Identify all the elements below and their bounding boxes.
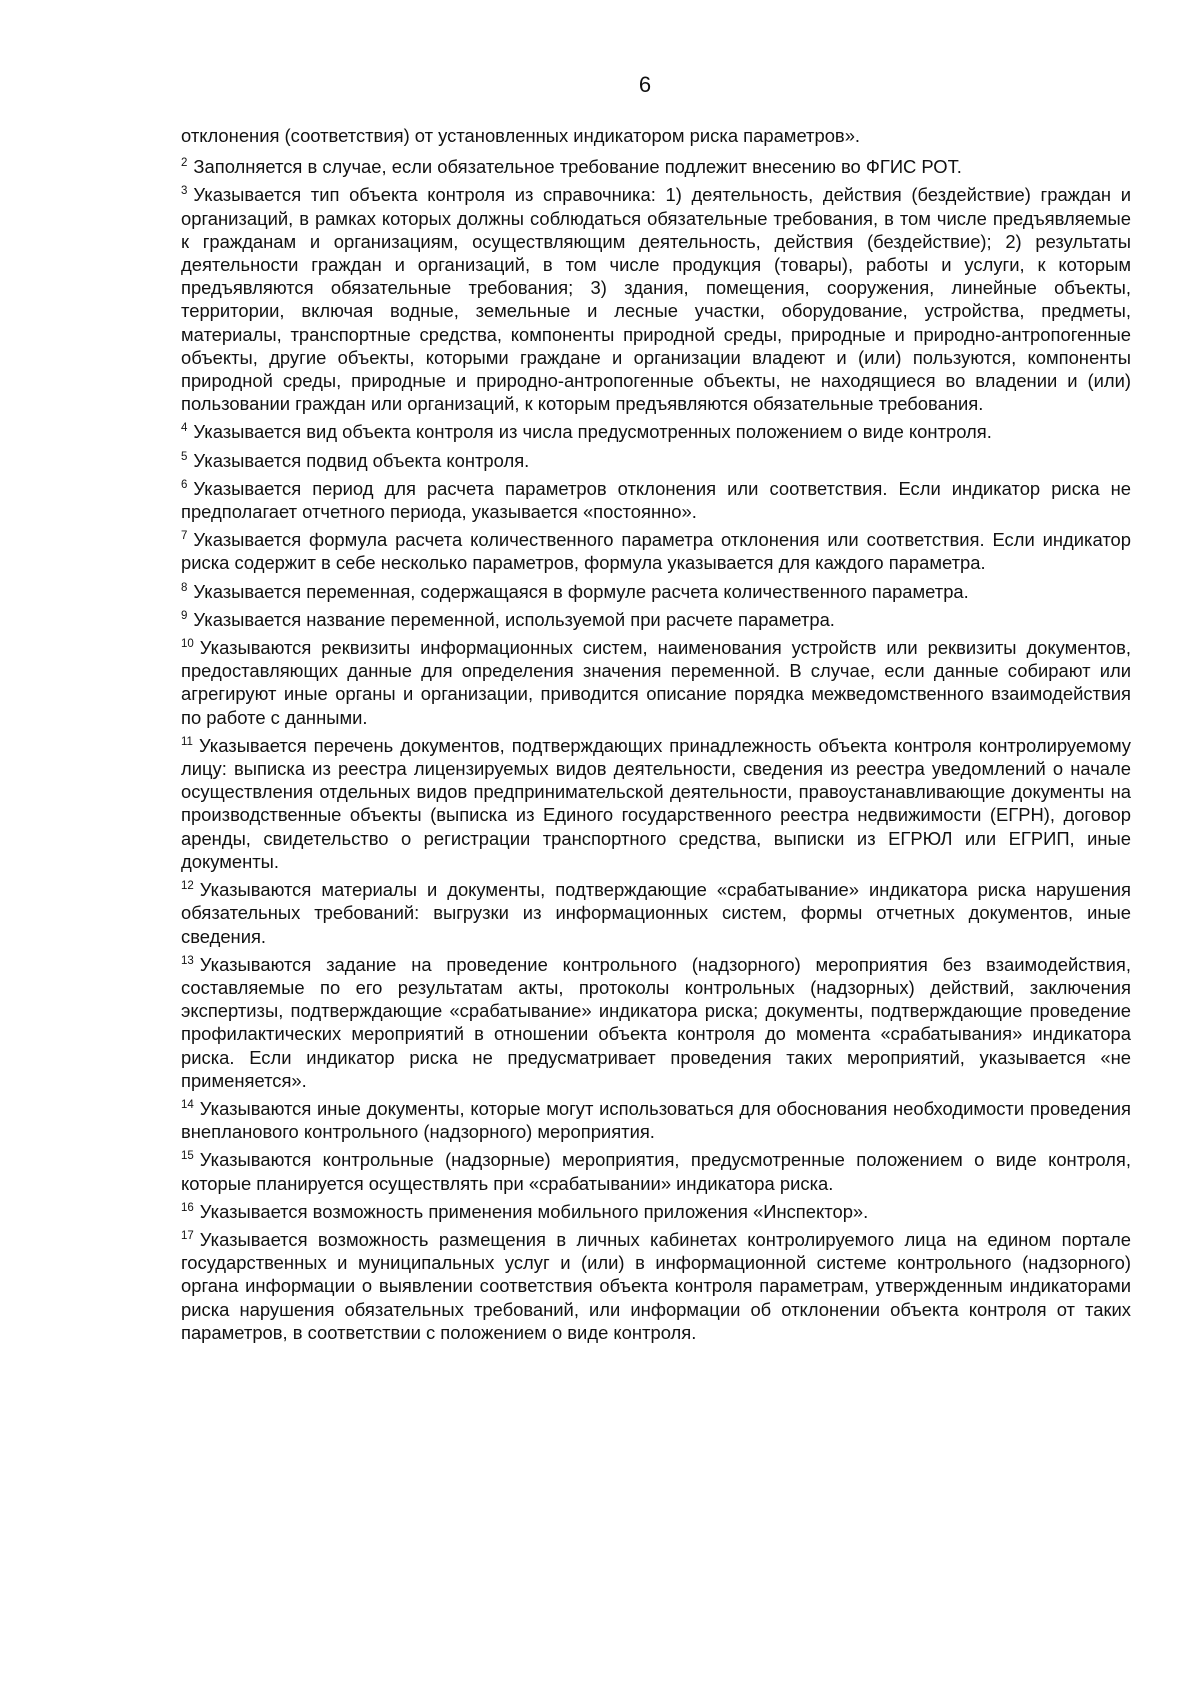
footnote-number: 9 [181,609,188,622]
footnote-number: 5 [181,450,188,463]
footnote-number: 17 [181,1229,194,1242]
footnote-item [181,1200,1131,1223]
footnote-text: Указывается подвид объекта контроля. [193,449,530,471]
footnote-number: 2 [181,157,188,170]
footnote-number: 12 [181,879,194,892]
footnote-item [181,528,1131,574]
footnote-item [181,449,1131,472]
footnote-item [181,608,1131,631]
footnote-number: 3 [181,185,188,198]
continuation-text: отклонения (соответствия) от установленных индикатором риска параметров». [181,125,861,146]
footnote-number: 15 [181,1150,194,1163]
footnote-text: Указывается период для расчета параметров отклонения или соответствия. Если индикатор риска не предполагает отчетного периода, указывается «постоянно». [181,477,1131,523]
footnote-text: Указывается тип объекта контроля из справочника: 1) деятельность, действия (бездействие) граждан и организаций, в рамках которых должны соблюдаться обязательные требования, в том числе предъявляемые к гражданам и организациям, осуществляющим деятельность, действия (бездействие); 2) результаты деятельности граждан и организаций, в том числе продукция (товары), работы и услуги, к которым предъявляются обязательные требования; 3) здания, помещения, сооружения, линейные объекты, территории, включая водные, земельные и лесные участки, оборудование, устройства, предметы, материалы, транспортные средства, компоненты природной среды, природные и природно-антропогенные объекты, другие объекты, которыми граждане и организации владеют и (или) пользуются, компоненты природной среды, природные и природно-антропогенные объекты, не находящиеся во владении и (или) пользовании граждан или организаций, к которым предъявляются обязательные требования. [181,184,1131,415]
footnote-item [181,580,1131,603]
footnote-number: 16 [181,1201,194,1214]
footnote-number: 14 [181,1098,194,1111]
footnote-text: Указывается переменная, содержащаяся в формуле расчета количественного параметра. [193,580,969,602]
footnote-item [181,1228,1131,1344]
footnote-text: Указываются контрольные (надзорные) мероприятия, предусмотренные положением о виде контроля, которые планируется осуществлять при «срабатывании» индикатора риска. [181,1149,1131,1194]
footnote-text: Заполняется в случае, если обязательное требование подлежит внесению во ФГИС РОТ. [193,156,962,178]
footnote-number: 6 [181,478,188,491]
footnote-list [181,155,1131,1344]
footnote-number: 7 [181,530,188,543]
footnote-number: 10 [181,637,194,650]
footnote-item [181,183,1131,415]
footnote-item [181,477,1131,523]
footnotes-section [181,124,1131,1349]
footnote-number: 13 [181,954,194,967]
footnote-item [181,734,1131,873]
footnote-text: Указывается возможность размещения в личных кабинетах контролируемого лица на едином портале государственных и муниципальных услуг и (или) в информационной системе контрольного (надзорного) органа информации о выявлении соответствия объекта контроля параметрам, утвержденным индикаторами риска нарушения обязательных требований, или информации об отклонении объекта контроля от таких параметров, в соответствии с положением о виде контроля. [181,1228,1131,1343]
footnote-text: Указывается перечень документов, подтверждающих принадлежность объекта контроля контролируемому лицу: выписка из реестра лицензируемых видов деятельности, сведения из реестра уведомлений о начале осуществления отдельных видов предпринимательской деятельности, правоустанавливающие документы на производственные объекты (выписка из Единого государственного реестра недвижимости (ЕГРН), договор аренды, свидетельство о регистрации транспортного средства, выписки из ЕГРЮЛ или ЕГРИП, иные документы. [181,734,1131,872]
footnote-text: Указывается возможность применения мобильного приложения «Инспектор». [199,1200,869,1222]
footnote-item [181,953,1131,1092]
footnote-text: Указываются задание на проведение контрольного (надзорного) мероприятия без взаимодействия, составляемые по его результатам акты, протоколы контрольных (надзорных) действий, заключения экспертизы, подтверждающие «срабатывание» индикатора риска; документы, подтверждающие проведение профилактических мероприятий в отношении объекта контроля до момента «срабатывания» индикатора риска. Если индикатор риска не предусматривает проведения таких мероприятий, указывается «не применяется». [181,953,1131,1091]
footnote-item [181,636,1131,729]
footnote-text: Указывается формула расчета количественного параметра отклонения или соответствия. Если индикатор риска содержит в себе несколько параметров, формула указывается для каждого параметра. [181,529,1131,574]
footnote-item [181,155,1131,178]
footnote-number: 8 [181,581,188,594]
footnote-text: Указываются реквизиты информационных систем, наименования устройств или реквизиты документов, предоставляющих данные для определения значения переменной. В случае, если данные собирают или агрегируют иные органы и организации, приводится описание порядка межведомственного взаимодействия по работе с данными. [181,637,1131,728]
page-number: 6 [638,72,652,97]
footnote-text: Указывается название переменной, используемой при расчете параметра. [193,608,835,630]
footnote-item [181,1148,1131,1194]
footnote-text: Указываются материалы и документы, подтверждающие «срабатывание» индикатора риска нарушения обязательных требований: выгрузки из информационных систем, формы отчетных документов, иные сведения. [181,879,1131,947]
footnote-item [181,878,1131,948]
footnote-item [181,420,1131,443]
footnote-item [181,1097,1131,1143]
footnote-text: Указывается вид объекта контроля из числа предусмотренных положением о виде контроля. [193,421,992,443]
footnote-text: Указываются иные документы, которые могут использоваться для обоснования необходимости проведения внепланового контрольного (надзорного) мероприятия. [181,1097,1131,1143]
footnote-number: 11 [181,735,193,748]
footnote-number: 4 [181,422,188,435]
